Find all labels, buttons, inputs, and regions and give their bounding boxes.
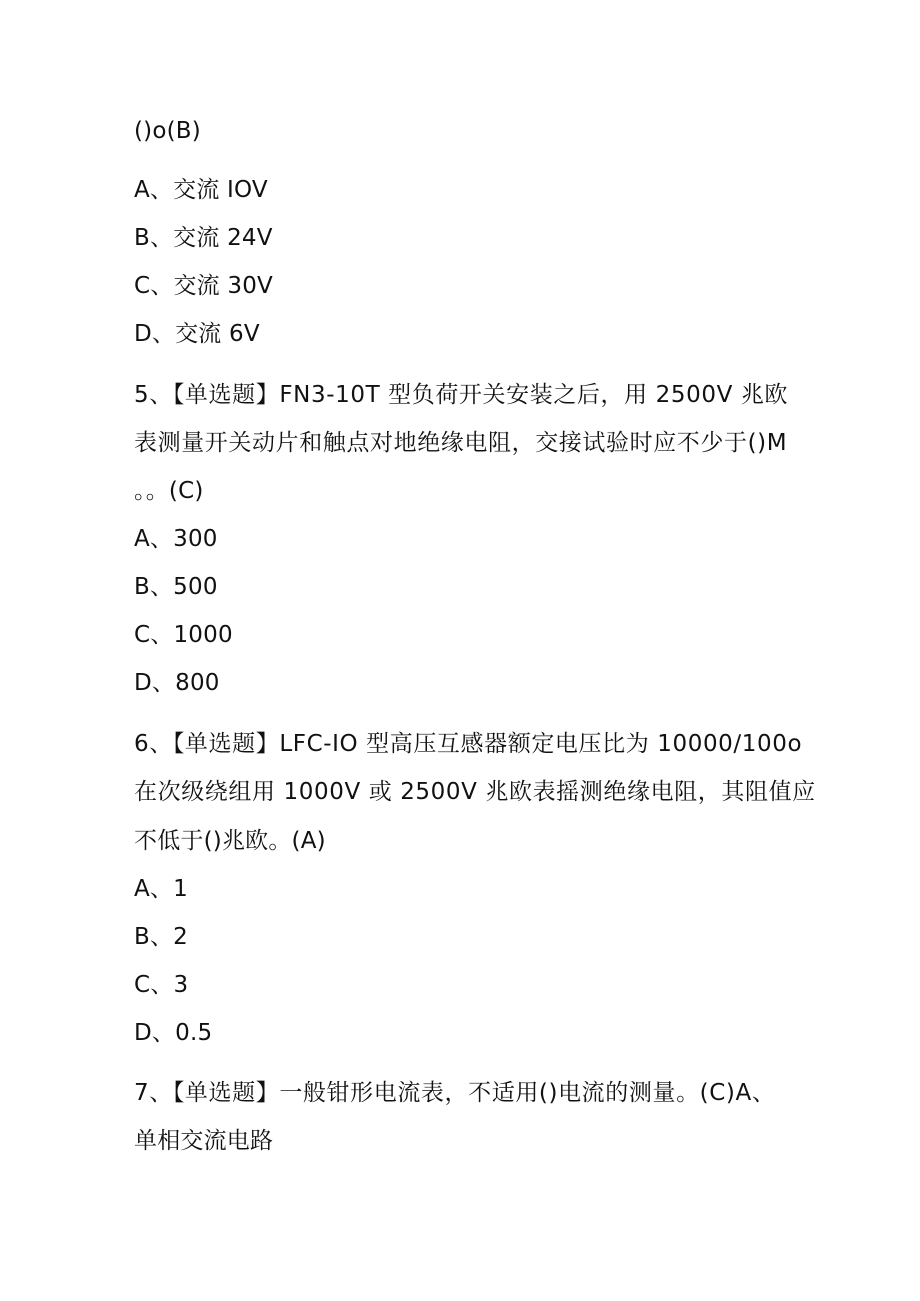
question4-answer: ()o(B): [134, 118, 201, 144]
question5-option-b: B、500: [134, 574, 218, 600]
question4-option-d: D、交流 6V: [134, 321, 260, 347]
question5-stem-line3: 。。(C): [134, 478, 204, 504]
question6-stem-line2: 在次级绕组用 1000V 或 2500V 兆欧表摇测绝缘电阻，其阻值应: [134, 779, 816, 805]
question6-option-c: C、3: [134, 972, 189, 998]
question5-stem-line1: 5、【单选题】FN3-10T 型负荷开关安装之后，用 2500V 兆欧: [134, 382, 789, 408]
question6-option-b: B、2: [134, 924, 189, 950]
question4-option-b: B、交流 24V: [134, 225, 273, 251]
question4-option-a: A、交流 IOV: [134, 177, 268, 203]
question6-option-a: A、1: [134, 876, 188, 902]
question5-stem-line2: 表测量开关动片和触点对地绝缘电阻，交接试验时应不少于()M: [134, 430, 788, 456]
question5-option-c: C、1000: [134, 622, 233, 648]
question7-stem-line2: 单相交流电路: [134, 1128, 274, 1154]
question6-stem-line1: 6、【单选题】LFC-IO 型高压互感器额定电压比为 10000∕100o: [134, 731, 803, 757]
question6-stem-line3: 不低于()兆欧。(A): [134, 828, 326, 854]
question6-option-d: D、0.5: [134, 1020, 213, 1046]
question4-option-c: C、交流 30V: [134, 273, 273, 299]
question7-stem-line1: 7、【单选题】一般钳形电流表，不适用()电流的测量。(C)A、: [134, 1080, 776, 1106]
question5-option-d: D、800: [134, 670, 220, 696]
question5-option-a: A、300: [134, 526, 218, 552]
